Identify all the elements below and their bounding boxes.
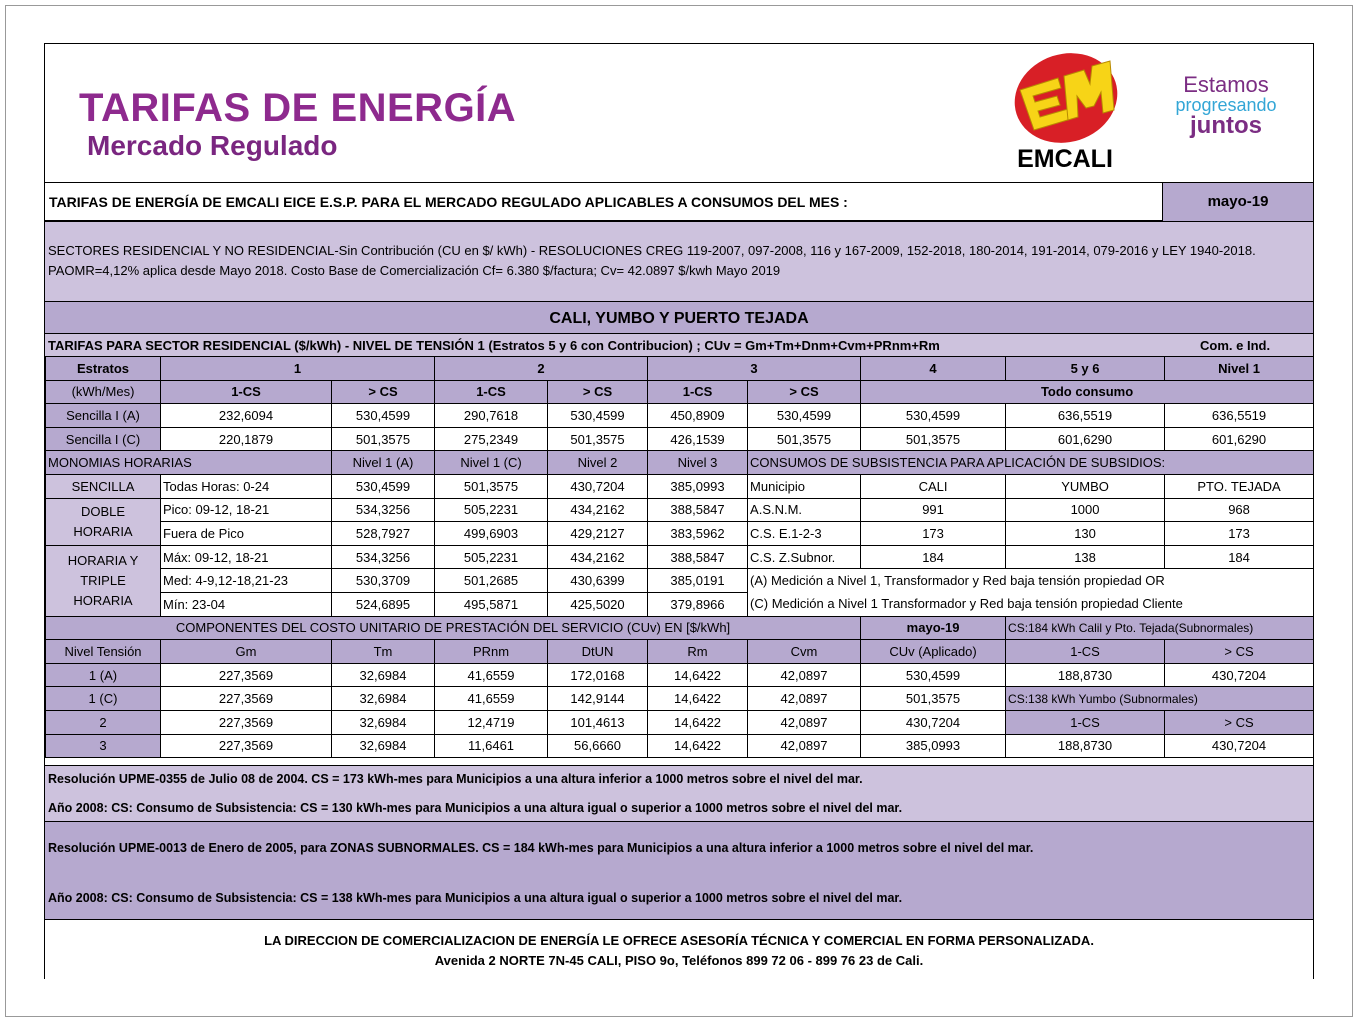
horaria-row	[46, 592, 1314, 616]
value-cell: 430,6399	[548, 569, 648, 593]
value-cell: 501,2685	[435, 569, 548, 593]
value-cell: 184	[1165, 545, 1314, 569]
page-subtitle: Mercado Regulado	[87, 130, 338, 161]
componentes-header-row	[46, 616, 1314, 640]
horaria-row	[46, 498, 1314, 522]
value-cell: 172,0168	[548, 663, 648, 687]
value-cell: 430,7204	[548, 474, 648, 498]
value-cell: 429,2127	[548, 522, 648, 546]
sub-header: 1-CS	[648, 380, 748, 404]
monomias-col: Nivel 2	[548, 451, 648, 475]
cs-cali-label: CS:184 kWh Calil y Pto. Tejada(Subnormales)	[1006, 616, 1314, 640]
subsistencia-title: CONSUMOS DE SUBSISTENCIA PARA APLICACIÓN DE SUBSIDIOS:	[748, 451, 1314, 475]
value-cell: 495,5871	[435, 592, 548, 616]
note-a: (A) Medición a Nivel 1, Transformador y Red baja tensión propiedad OR	[748, 569, 1314, 593]
value-cell: 501,3575	[548, 427, 648, 451]
month-bar	[45, 182, 1313, 221]
value-cell: 501,3575	[861, 687, 1006, 711]
monomias-header-row	[46, 451, 1314, 475]
componentes-month: mayo-19	[861, 616, 1006, 640]
value-cell: 56,6660	[548, 734, 648, 758]
value-cell: 42,0897	[748, 687, 861, 711]
value-cell: 1000	[1006, 498, 1165, 522]
header	[45, 44, 1313, 182]
value-cell: 388,5847	[648, 545, 748, 569]
region-title: CALI, YUMBO Y PUERTO TEJADA	[45, 301, 1313, 333]
group-line: HORARIA	[73, 592, 133, 608]
value-cell: 11,6461	[435, 734, 548, 758]
value-cell: 450,8909	[648, 404, 748, 428]
cs-sub-header: > CS	[1165, 710, 1314, 734]
value-cell: 530,4599	[332, 404, 435, 428]
page-title: TARIFAS DE ENERGÍA	[79, 86, 517, 130]
value-cell: 636,5519	[1165, 404, 1314, 428]
row-label: Sencilla I (C)	[46, 427, 161, 451]
value-cell: 601,6290	[1165, 427, 1314, 451]
value-cell: 32,6984	[332, 710, 435, 734]
value-cell: 530,4599	[748, 404, 861, 428]
resolution-note: Año 2008: CS: Consumo de Subsistencia: CS = 138 kWh-mes para Municipios a una altura igual o superior a 1000 metros sobre el nivel del mar.	[48, 891, 903, 905]
value-cell: 101,4613	[548, 710, 648, 734]
value-cell: 227,3569	[161, 710, 332, 734]
value-cell: 42,0897	[748, 734, 861, 758]
value-cell: 173	[861, 522, 1006, 546]
cs-sub-header: 1-CS	[1006, 710, 1165, 734]
stratum-1: 1	[161, 357, 435, 381]
value-cell: 636,5519	[1006, 404, 1165, 428]
period-label: Med: 4-9,12-18,21-23	[161, 569, 332, 593]
value-cell: 41,6559	[435, 687, 548, 711]
value-cell: 32,6984	[332, 687, 435, 711]
value-cell: 138	[1006, 545, 1165, 569]
note-c: (C) Medición a Nivel 1 Transformador y Red baja tensión propiedad Cliente	[748, 592, 1314, 616]
comp-header: Cvm	[748, 640, 861, 664]
value-cell: 530,4599	[548, 404, 648, 428]
componentes-columns-row	[46, 640, 1314, 664]
sectors-note: SECTORES RESIDENCIAL Y NO RESIDENCIAL-Sin Contribución (CU en $/ kWh) - RESOLUCIONES CREG 119-2007, 097-2008, 116 y 167-2009, 152-2018, 180-2014, 191-2014, 079-2016 y LEY 1940-2018. PAOMR=4,12% aplica desde Mayo 2018. Costo Base de Comercialización Cf= 6.380 $/factura; Cv= 42.0897 $/kwh Mayo 2019	[45, 221, 1313, 301]
value-cell: 501,3575	[332, 427, 435, 451]
slogan-line-1: Estamos	[1183, 72, 1269, 97]
emcali-logo	[1000, 50, 1130, 176]
comp-header: Nivel Tensión	[46, 640, 161, 664]
value-cell: 14,6422	[648, 687, 748, 711]
value-cell: 220,1879	[161, 427, 332, 451]
value-cell: 32,6984	[332, 734, 435, 758]
slogan	[1161, 74, 1291, 138]
value-cell: 534,3256	[332, 498, 435, 522]
com-ind-label: Com. e Ind.	[1200, 338, 1271, 353]
monomias-col: Nivel 1 (A)	[332, 451, 435, 475]
value-cell: 14,6422	[648, 710, 748, 734]
period-label: Mín: 23-04	[161, 592, 332, 616]
value-cell: 968	[1165, 498, 1314, 522]
kwh-mes-label: (kWh/Mes)	[46, 380, 161, 404]
subsistencia-label: C.S. Z.Subnor.	[748, 545, 861, 569]
resolution-notes-2	[45, 821, 1313, 919]
tariff-sheet	[44, 43, 1314, 979]
value-cell: 188,8730	[1006, 734, 1165, 758]
value-cell: 227,3569	[161, 663, 332, 687]
value-cell: 501,3575	[435, 474, 548, 498]
horaria-row	[46, 569, 1314, 593]
value-cell: 379,8966	[648, 592, 748, 616]
value-cell: 32,6984	[332, 663, 435, 687]
row-label: Sencilla I (A)	[46, 404, 161, 428]
value-cell: 434,2162	[548, 498, 648, 522]
componentes-row	[46, 687, 1314, 711]
stratum-3: 3	[648, 357, 861, 381]
value-cell: 505,2231	[435, 545, 548, 569]
cs-sub-header: 1-CS	[1006, 640, 1165, 664]
value-cell: 434,2162	[548, 545, 648, 569]
comp-header: CUv (Aplicado)	[861, 640, 1006, 664]
stratum-2: 2	[435, 357, 648, 381]
value-cell: 385,0191	[648, 569, 748, 593]
cs-sub-header: > CS	[1165, 640, 1314, 664]
period-label: Máx: 09-12, 18-21	[161, 545, 332, 569]
value-cell: 14,6422	[648, 663, 748, 687]
sencilla-c-row	[46, 427, 1314, 451]
footer-line-2: Avenida 2 NORTE 7N-45 CALI, PISO 9o, Teléfonos 899 72 06 - 899 76 23 de Cali.	[434, 953, 924, 968]
value-cell: 430,7204	[1165, 663, 1314, 687]
logo-text: EMCALI	[1017, 145, 1113, 173]
value-cell: 601,6290	[1006, 427, 1165, 451]
group-line: HORARIA	[73, 523, 133, 539]
doble-horaria-label	[46, 498, 161, 545]
value-cell: 290,7618	[435, 404, 548, 428]
subsistencia-header: Municipio	[748, 474, 861, 498]
month-badge: mayo-19	[1162, 183, 1313, 221]
componentes-title: COMPONENTES DEL COSTO UNITARIO DE PRESTACIÓN DEL SERVICIO (CUv) EN [$/kWh]	[46, 616, 861, 640]
horaria-row	[46, 545, 1314, 569]
residential-title: TARIFAS PARA SECTOR RESIDENCIAL ($/kWh) - NIVEL DE TENSIÓN 1 (Estratos 5 y 6 con Contribucion) ; CUv = Gm+Tm+Dnm+Cvm+PRnm+Rm	[48, 338, 940, 353]
value-cell: 530,4599	[861, 663, 1006, 687]
comp-header: DtUN	[548, 640, 648, 664]
value-cell: 385,0993	[861, 734, 1006, 758]
nivel-label: 1 (A)	[46, 663, 161, 687]
monomias-col: Nivel 1 (C)	[435, 451, 548, 475]
value-cell: 426,1539	[648, 427, 748, 451]
value-cell: 991	[861, 498, 1006, 522]
value-cell: 530,3709	[332, 569, 435, 593]
comp-header: Gm	[161, 640, 332, 664]
value-cell: 385,0993	[648, 474, 748, 498]
value-cell: 142,9144	[548, 687, 648, 711]
comp-header: Tm	[332, 640, 435, 664]
cs-yumbo-label: CS:138 kWh Yumbo (Subnormales)	[1006, 687, 1314, 711]
slogan-line-3: juntos	[1190, 112, 1262, 139]
value-cell: 42,0897	[748, 710, 861, 734]
nivel-label: 2	[46, 710, 161, 734]
group-line: HORARIA Y	[67, 552, 139, 568]
sub-header: > CS	[332, 380, 435, 404]
value-cell: 425,5020	[548, 592, 648, 616]
value-cell: 528,7927	[332, 522, 435, 546]
nivel-label: 3	[46, 734, 161, 758]
todo-consumo-header: Todo consumo	[861, 380, 1314, 404]
horaria-row	[46, 474, 1314, 498]
monomias-label: MONOMIAS HORARIAS	[46, 451, 332, 475]
componentes-row	[46, 663, 1314, 687]
value-cell: 41,6559	[435, 663, 548, 687]
value-cell: 232,6094	[161, 404, 332, 428]
subsistencia-label: A.S.N.M.	[748, 498, 861, 522]
horaria-row	[46, 522, 1314, 546]
resolution-note: Resolución UPME-0355 de Julio 08 de 2004. CS = 173 kWh-mes para Municipios a una altura inferior a 1000 metros sobre el nivel del mar.	[48, 772, 863, 786]
value-cell: 430,7204	[861, 710, 1006, 734]
tariff-table	[45, 356, 1314, 758]
comp-header: Rm	[648, 640, 748, 664]
stratum-5-6: 5 y 6	[1006, 357, 1165, 381]
value-cell: 501,3575	[861, 427, 1006, 451]
componentes-row	[46, 710, 1314, 734]
monomias-col: Nivel 3	[648, 451, 748, 475]
sub-header: 1-CS	[161, 380, 332, 404]
period-label: Fuera de Pico	[161, 522, 332, 546]
month-bar-text: TARIFAS DE ENERGÍA DE EMCALI EICE E.S.P. PARA EL MERCADO REGULADO APLICABLES A CONSUMOS DEL MES :	[49, 194, 848, 210]
value-cell: 173	[1165, 522, 1314, 546]
value-cell: 524,6895	[332, 592, 435, 616]
period-label: Todas Horas: 0-24	[161, 474, 332, 498]
strata-row	[46, 357, 1314, 381]
subsistencia-label: C.S. E.1-2-3	[748, 522, 861, 546]
value-cell: 184	[861, 545, 1006, 569]
value-cell: 388,5847	[648, 498, 748, 522]
subsistencia-header: PTO. TEJADA	[1165, 474, 1314, 498]
sencilla-group-label: SENCILLA	[46, 474, 161, 498]
resolution-notes-1	[45, 765, 1313, 821]
value-cell: 534,3256	[332, 545, 435, 569]
sub-header-row	[46, 380, 1314, 404]
triple-horaria-label	[46, 545, 161, 616]
value-cell: 383,5962	[648, 522, 748, 546]
sub-header: 1-CS	[435, 380, 548, 404]
group-line: TRIPLE	[80, 572, 126, 588]
value-cell: 530,4599	[861, 404, 1006, 428]
value-cell: 12,4719	[435, 710, 548, 734]
sub-header: > CS	[548, 380, 648, 404]
value-cell: 130	[1006, 522, 1165, 546]
componentes-row	[46, 734, 1314, 758]
value-cell: 275,2349	[435, 427, 548, 451]
value-cell: 14,6422	[648, 734, 748, 758]
value-cell: 499,6903	[435, 522, 548, 546]
value-cell: 188,8730	[1006, 663, 1165, 687]
resolution-note: Resolución UPME-0013 de Enero de 2005, para ZONAS SUBNORMALES. CS = 184 kWh-mes para Municipios a una altura inferior a 1000 metros sobre el nivel del mar.	[48, 841, 1034, 855]
value-cell: 42,0897	[748, 663, 861, 687]
group-line: DOBLE	[80, 503, 126, 519]
footer-line-1: LA DIRECCION DE COMERCIALIZACION DE ENERGÍA LE OFRECE ASESORÍA TÉCNICA Y COMERCIAL EN FORMA PERSONALIZADA.	[264, 933, 1094, 948]
subsistencia-header: YUMBO	[1006, 474, 1165, 498]
value-cell: 530,4599	[332, 474, 435, 498]
resolution-note: Año 2008: CS: Consumo de Subsistencia: CS = 130 kWh-mes para Municipios a una altura igual o superior a 1000 metros sobre el nivel del mar.	[48, 801, 903, 815]
nivel-label: 1 (C)	[46, 687, 161, 711]
footer	[45, 919, 1313, 979]
sub-header: > CS	[748, 380, 861, 404]
nivel-1-header: Nivel 1	[1165, 357, 1314, 381]
slogan-line-2: progresando	[1175, 95, 1277, 115]
stratum-4: 4	[861, 357, 1006, 381]
estratos-label: Estratos	[46, 357, 161, 381]
subsistencia-header: CALI	[861, 474, 1006, 498]
value-cell: 505,2231	[435, 498, 548, 522]
value-cell: 501,3575	[748, 427, 861, 451]
residential-title-bar	[45, 333, 1313, 356]
value-cell: 227,3569	[161, 734, 332, 758]
sencilla-a-row	[46, 404, 1314, 428]
period-label: Pico: 09-12, 18-21	[161, 498, 332, 522]
value-cell: 227,3569	[161, 687, 332, 711]
comp-header: PRnm	[435, 640, 548, 664]
value-cell: 430,7204	[1165, 734, 1314, 758]
